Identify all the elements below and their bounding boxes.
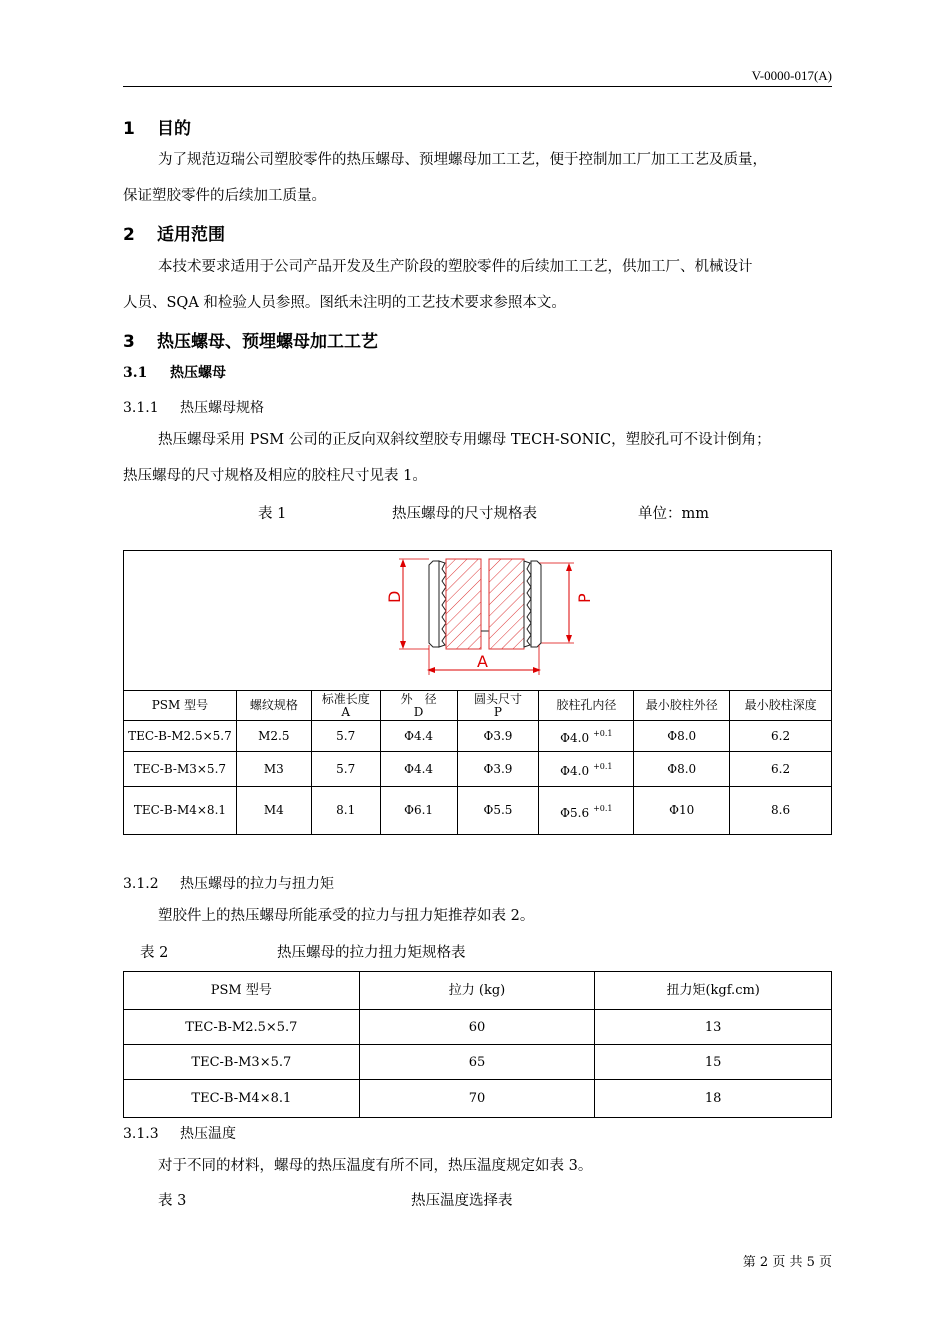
cell-od: Φ4.4 xyxy=(380,752,457,787)
header-cell: 外 径 D xyxy=(380,691,457,721)
paragraph-line: 人员、SQA 和检验人员参照。图纸未注明的工艺技术要求参照本文。 xyxy=(123,295,566,311)
paragraph-line: 对于不同的材料，螺母的热压温度有所不同，热压温度规定如表 3。 xyxy=(158,1158,593,1174)
cell-model: TEC-B-M3×5.7 xyxy=(124,752,237,787)
cell-model: TEC-B-M3×5.7 xyxy=(124,1045,360,1080)
paragraph-line: 热压螺母的尺寸规格及相应的胶柱尺寸见表 1。 xyxy=(123,468,427,484)
cell-model: TEC-B-M4×8.1 xyxy=(124,1080,360,1118)
cell-min-depth: 6.2 xyxy=(730,721,832,752)
section-3-1-1-heading xyxy=(123,397,264,417)
section-title: 热压螺母规格 xyxy=(180,400,264,416)
paragraph-line: 为了规范迈瑞公司塑胶零件的热压螺母、预埋螺母加工工艺，便于控制加工厂加工工艺及质量， xyxy=(158,152,767,168)
table-header-row xyxy=(124,691,832,721)
cell-thread: M3 xyxy=(236,752,311,787)
section-number: 3.1 xyxy=(123,365,148,381)
header-cell: PSM 型号 xyxy=(124,972,360,1010)
nut-left-half xyxy=(429,559,481,649)
section-title: 适用范围 xyxy=(157,225,225,245)
page-number: 第 2 页 共 5 页 xyxy=(742,1255,832,1270)
table-1-caption-title: 热压螺母的尺寸规格表 xyxy=(392,506,537,522)
nut-right-half xyxy=(489,559,541,649)
cell-min-depth: 8.6 xyxy=(730,787,832,835)
header-cell: 胶柱孔内径 xyxy=(539,691,634,721)
paragraph-line: 保证塑胶零件的后续加工质量。 xyxy=(123,188,326,204)
section-number: 3.1.3 xyxy=(123,1126,159,1142)
table-header-row xyxy=(124,972,832,1010)
section-number: 3.1.1 xyxy=(123,400,159,416)
cell-min-depth: 6.2 xyxy=(730,752,832,787)
table-row xyxy=(124,752,832,787)
section-title: 热压螺母、预埋螺母加工工艺 xyxy=(157,332,378,352)
cell-length: 5.7 xyxy=(311,721,380,752)
table-row xyxy=(124,1045,832,1080)
table-2-caption-number: 表 2 xyxy=(140,945,169,961)
document-code: V-0000-017(A) xyxy=(751,68,832,83)
table-row xyxy=(124,721,832,752)
cell-hole: Φ4.0 $^{+0.1}$ xyxy=(539,752,634,787)
cell-torque: 18 xyxy=(595,1080,832,1118)
section-number: 1 xyxy=(123,119,135,139)
cell-torque: 15 xyxy=(595,1045,832,1080)
table-3-caption-number: 表 3 xyxy=(158,1193,187,1209)
header-cell: 最小胶柱深度 xyxy=(730,691,832,721)
cell-thread: M4 xyxy=(236,787,311,835)
section-title: 目的 xyxy=(157,119,191,139)
cell-length: 5.7 xyxy=(311,752,380,787)
header-cell: 标准长度 A xyxy=(311,691,380,721)
cell-tension: 70 xyxy=(359,1080,595,1118)
cell-head: Φ3.9 xyxy=(457,752,539,787)
section-title: 热压螺母的拉力与扭力矩 xyxy=(180,876,334,892)
cell-od: Φ4.4 xyxy=(380,721,457,752)
cell-model: TEC-B-M2.5×5.7 xyxy=(124,721,237,752)
cell-od: Φ6.1 xyxy=(380,787,457,835)
header-cell: 扭力矩(kgf.cm) xyxy=(595,972,832,1010)
cell-model: TEC-B-M4×8.1 xyxy=(124,787,237,835)
dimension-p-label: P xyxy=(575,593,594,603)
cell-min-od: Φ10 xyxy=(634,787,730,835)
header-cell: PSM 型号 xyxy=(124,691,237,721)
section-3-1-3-heading xyxy=(123,1123,236,1143)
section-number: 3 xyxy=(123,332,135,352)
header-cell: 拉力 (kg) xyxy=(359,972,595,1010)
section-3-1-2-heading xyxy=(123,873,334,893)
section-2-heading xyxy=(123,220,225,245)
section-number: 2 xyxy=(123,225,135,245)
table-2-caption-title: 热压螺母的拉力扭力矩规格表 xyxy=(277,945,466,961)
section-title: 热压螺母 xyxy=(170,365,226,381)
cell-min-od: Φ8.0 xyxy=(634,752,730,787)
cell-length: 8.1 xyxy=(311,787,380,835)
paragraph-line: 本技术要求适用于公司产品开发及生产阶段的塑胶零件的后续加工工艺，供加工厂、机械设计 xyxy=(158,259,753,275)
cell-thread: M2.5 xyxy=(236,721,311,752)
dimension-d-label: D xyxy=(385,590,404,603)
table-row xyxy=(124,787,832,835)
table-1-caption-unit: 单位：mm xyxy=(638,506,709,522)
table-3-caption-title: 热压温度选择表 xyxy=(411,1193,513,1209)
cell-head: Φ5.5 xyxy=(457,787,539,835)
table-1-caption-number: 表 1 xyxy=(258,506,287,522)
section-number: 3.1.2 xyxy=(123,876,159,892)
section-3-heading xyxy=(123,327,378,352)
dimension-a-label: A xyxy=(477,652,488,671)
cell-tension: 60 xyxy=(359,1010,595,1045)
header-cell: 圆头尺寸 P xyxy=(457,691,539,721)
heat-insert-nut-diagram xyxy=(124,551,831,691)
paragraph-line: 塑胶件上的热压螺母所能承受的拉力与扭力矩推荐如表 2。 xyxy=(158,908,535,924)
table-row xyxy=(124,1080,832,1118)
table-row xyxy=(124,1010,832,1045)
cell-head: Φ3.9 xyxy=(457,721,539,752)
cell-torque: 13 xyxy=(595,1010,832,1045)
tension-torque-table xyxy=(123,971,832,1118)
nut-diagram-frame xyxy=(123,550,832,691)
cell-tension: 65 xyxy=(359,1045,595,1080)
header-divider xyxy=(123,86,832,87)
header-cell: 螺纹规格 xyxy=(236,691,311,721)
cell-min-od: Φ8.0 xyxy=(634,721,730,752)
cell-hole: Φ4.0 $^{+0.1}$ xyxy=(539,721,634,752)
cell-hole: Φ5.6 $^{+0.1}$ xyxy=(539,787,634,835)
nut-size-table xyxy=(123,690,832,835)
header-cell: 最小胶柱外径 xyxy=(634,691,730,721)
section-3-1-heading xyxy=(123,362,226,382)
section-title: 热压温度 xyxy=(180,1126,236,1142)
paragraph-line: 热压螺母采用 PSM 公司的正反向双斜纹塑胶专用螺母 TECH-SONIC，塑胶孔可不设计倒角； xyxy=(158,432,771,448)
section-1-heading xyxy=(123,114,191,139)
cell-model: TEC-B-M2.5×5.7 xyxy=(124,1010,360,1045)
